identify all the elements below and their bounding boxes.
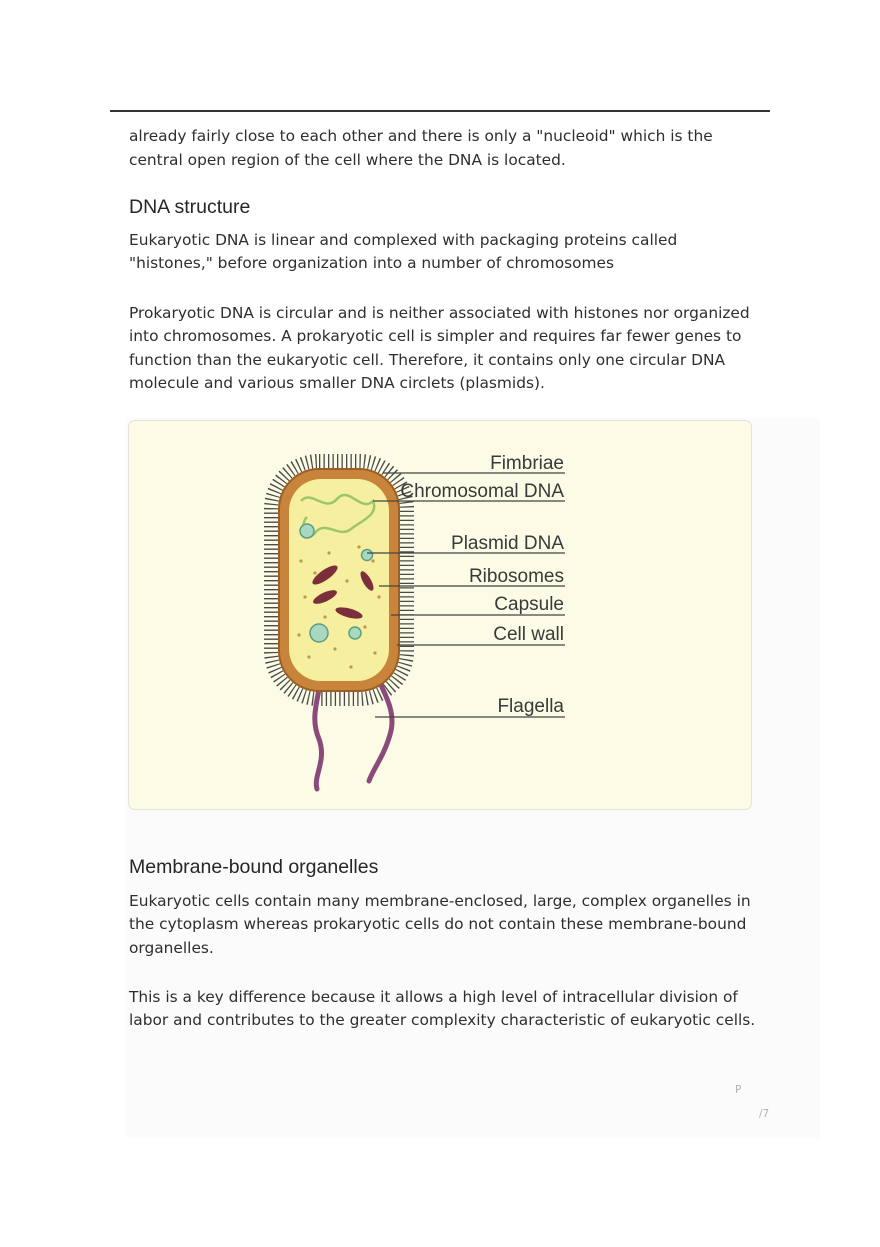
label-cell-wall: Cell wall	[493, 624, 564, 645]
membrane-paragraph-1: Eukaryotic cells contain many membrane-enclosed, large, complex organelles in the cytoplasm whereas prokaryotic cells do not contain these membrane-bound organelles.	[129, 892, 751, 957]
intro-line-1: already fairly close to each other and there is only a "nucleoid" which is the	[129, 127, 713, 145]
label-chromosomal-dna: Chromosomal DNA	[400, 481, 564, 502]
membrane-organelles-heading: Membrane-bound organelles	[129, 856, 379, 878]
label-plasmid-dna: Plasmid DNA	[451, 533, 564, 554]
dna-paragraph-eukaryotic: Eukaryotic DNA is linear and complexed with packaging proteins called "histones," before organization into a number of chromosomes	[129, 231, 678, 273]
plasmid	[349, 627, 361, 639]
label-capsule: Capsule	[494, 594, 564, 615]
dna-paragraph-prokaryotic: Prokaryotic DNA is circular and is neither associated with histones nor organized into chromosomes. A prokaryotic cell is simpler and requires far fewer genes to function than the eukaryotic cell. Therefore, it contains only one circular DNA molecule and various smaller DNA circlets (plasmids).	[129, 304, 750, 393]
membrane-paragraph-2: This is a key difference because it allows a high level of intracellular division of labor and contributes to the greater complexity characteristic of eukaryotic cells.	[129, 988, 756, 1030]
plasmid	[362, 550, 373, 561]
header-rule	[110, 110, 770, 112]
prokaryotic-cell-diagram	[129, 421, 751, 809]
page-indicator-letter: P	[735, 1084, 742, 1096]
plasmid	[310, 624, 328, 642]
label-fimbriae: Fimbriae	[490, 453, 564, 474]
label-ribosomes: Ribosomes	[468, 566, 564, 587]
label-flagella: Flagella	[497, 696, 564, 717]
plasmid	[300, 524, 314, 538]
dna-structure-heading: DNA structure	[129, 196, 251, 218]
page-indicator-total: /7	[759, 1108, 770, 1120]
intro-line-2: central open region of the cell where the DNA is located.	[129, 151, 566, 169]
prokaryotic-cell-figure	[128, 420, 752, 810]
